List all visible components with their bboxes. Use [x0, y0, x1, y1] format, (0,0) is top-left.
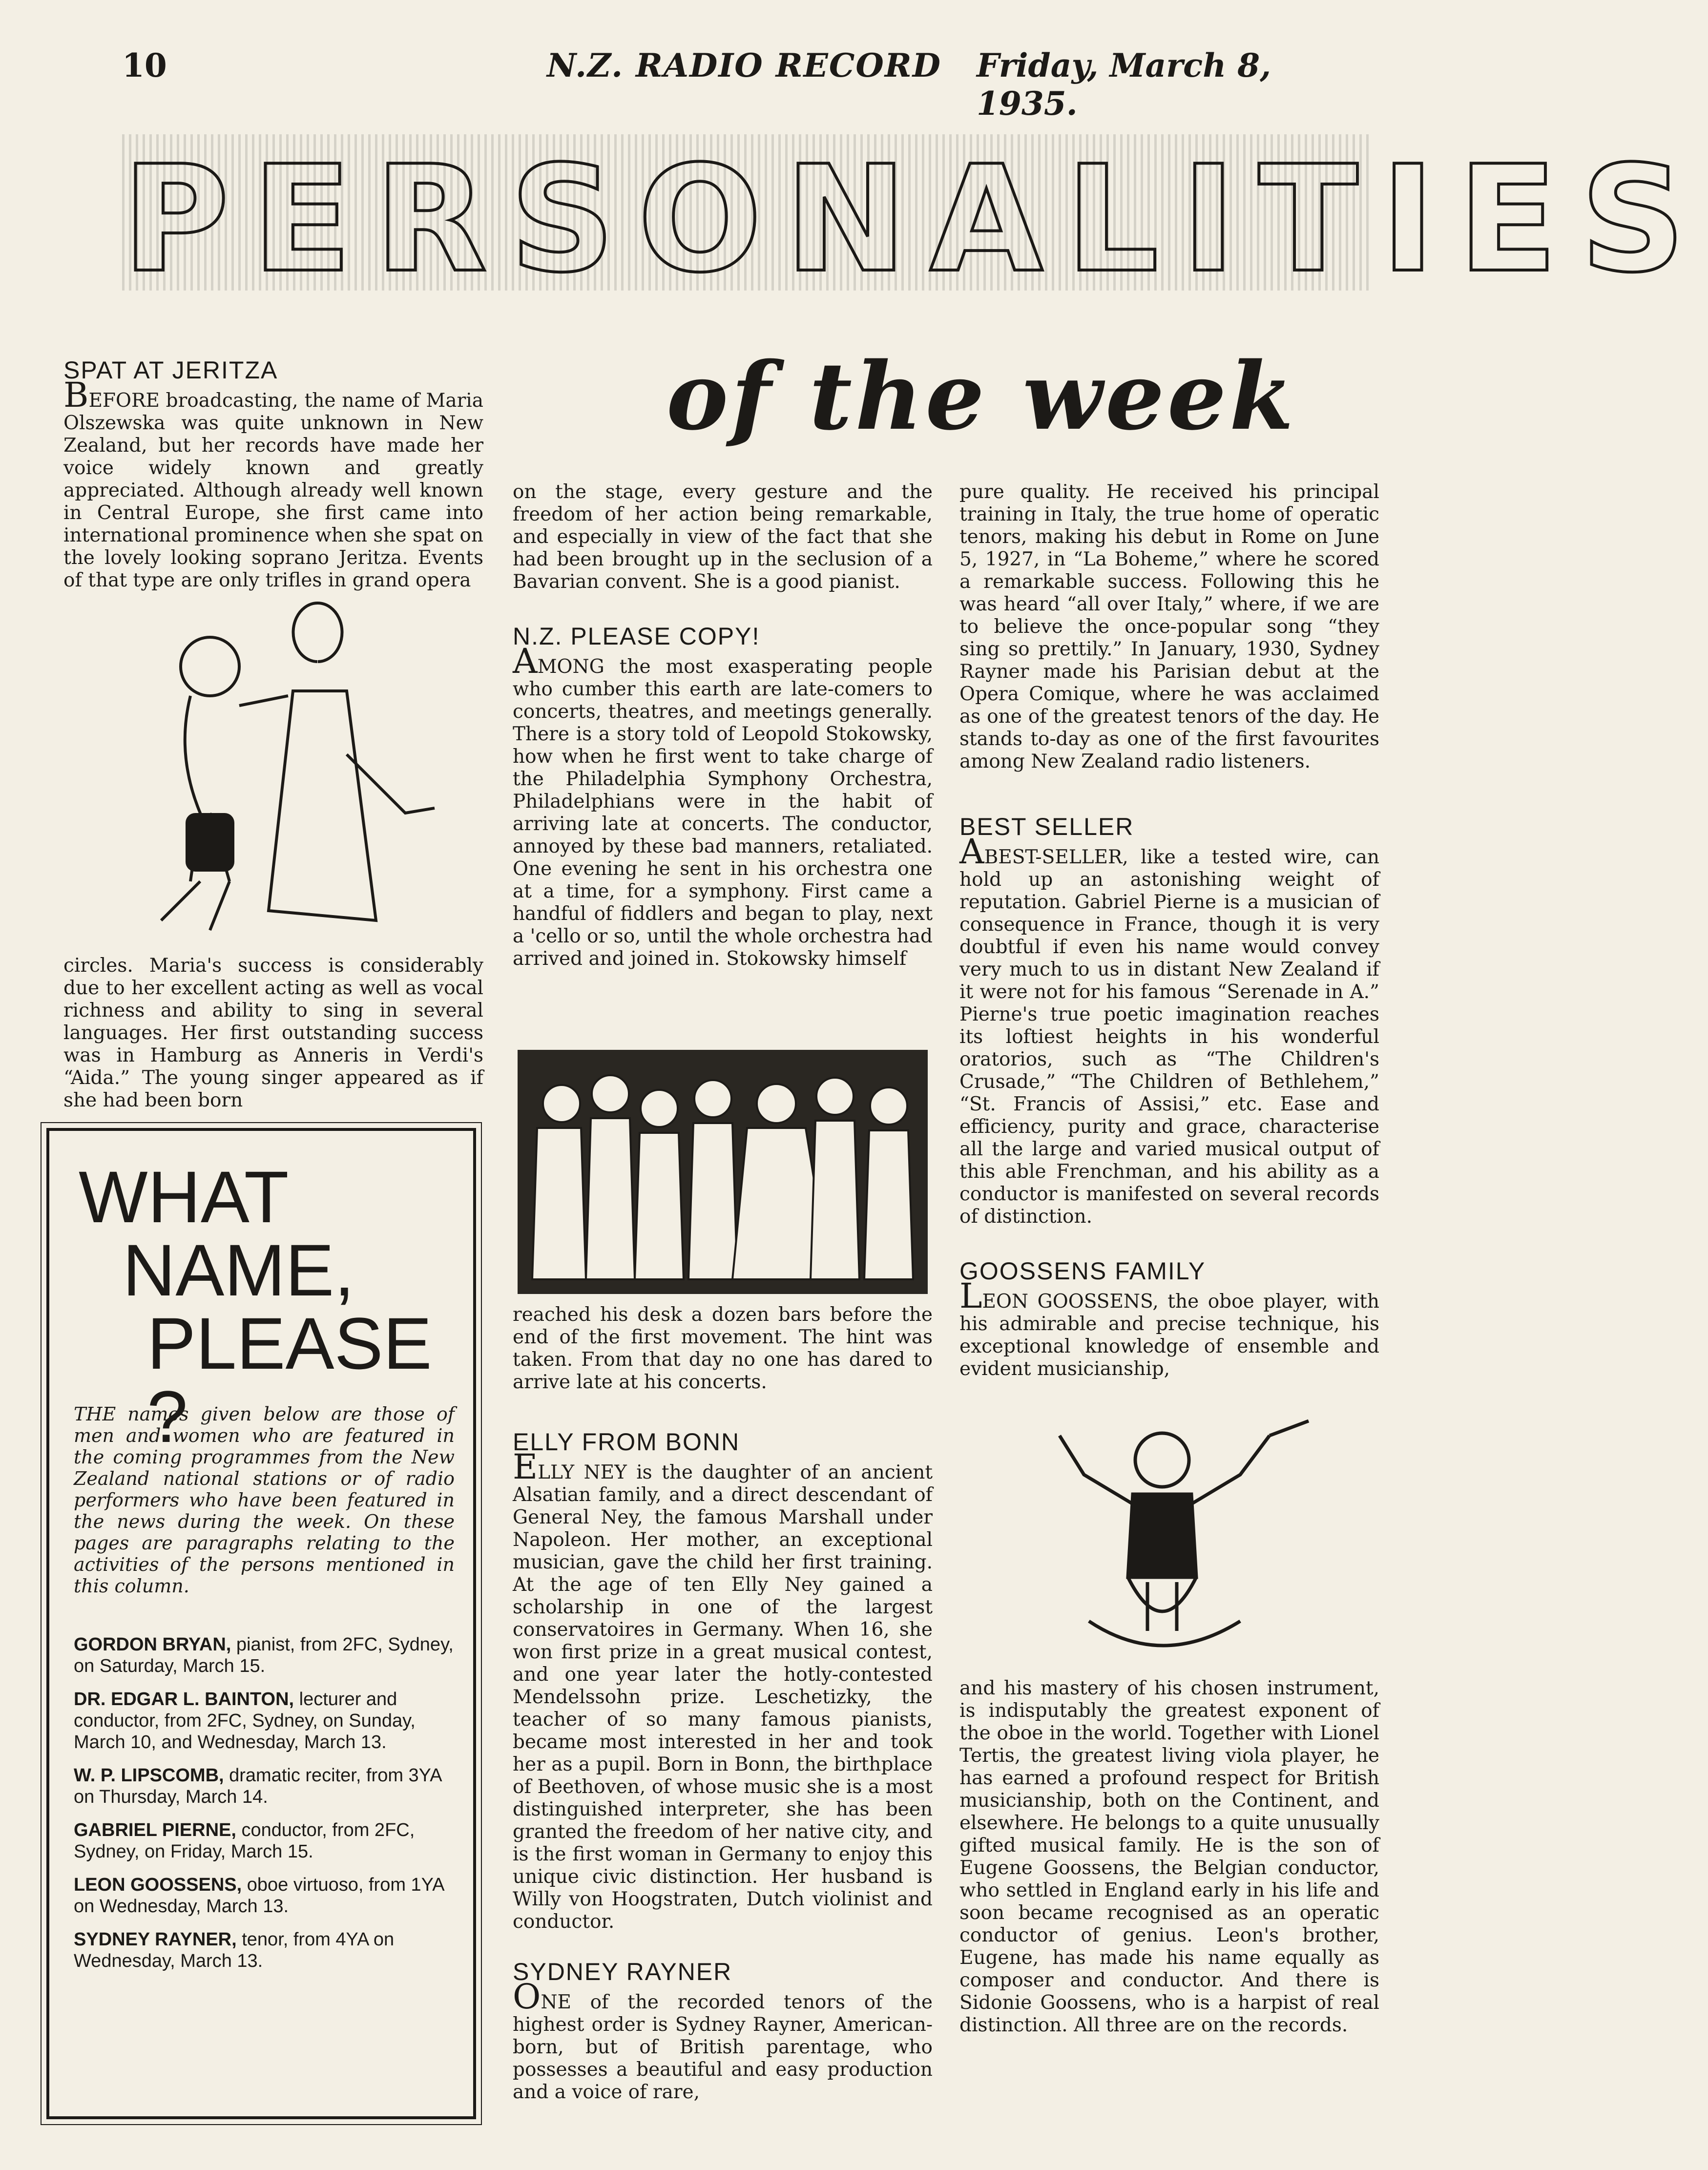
article-elly-from-bonn — [513, 1428, 933, 1933]
concert-audience-illustration — [518, 1050, 928, 1294]
article-heading: ELLY FROM BONN — [513, 1428, 740, 1456]
article-text: pure quality. He received his principal training in Italy, the true home of operatic tenors, making his debut in Rome on June 5, 1927, in “La Boheme,” where he scored a remarkable success. Following this he was heard “all over Italy,” where, if we are to believe the once-popular song “they sing so prettily.” In January, 1930, Sydney Rayner made his Parisian debut at the Opera Comique, where he was acclaimed as one of the greatest tenors of the day. He stands to-day as one of the first favourites among New Zealand radio listeners. — [959, 481, 1379, 772]
entry-name: DR. EDGAR L. BAINTON, — [74, 1689, 294, 1710]
article-spat-continued-col2 — [513, 481, 933, 593]
box-entry — [74, 1765, 455, 1808]
what-name-please-box — [46, 1128, 476, 2119]
article-spat — [63, 356, 483, 592]
entry-detail: conductor, from 2FC, Sydney, on Friday, March 15. — [74, 1820, 415, 1862]
article-heading: N.Z. PLEASE COPY! — [513, 623, 760, 650]
drop-cap: B — [63, 375, 89, 415]
masthead — [122, 134, 1708, 305]
article-spat-continued — [63, 955, 483, 1112]
article-text: EFORE broadcasting, the name of Maria Olszewska was quite unknown in New Zealand, but her records have made her voice widely known and greatly appreciated. Although already well known in Central Europe, she first came into international prominence when she spat on the lovely looking soprano Jeritza. Events of that type are only trifles in grand opera — [63, 390, 483, 591]
article-text: NE of the recorded tenors of the highest order is Sydney Rayner, American-born, but of British parentage, who possesses a beautiful and easy production and a voice of rare, — [513, 1991, 933, 2103]
page-header — [122, 46, 1372, 123]
drop-cap: E — [513, 1447, 538, 1487]
drop-cap: L — [959, 1276, 982, 1316]
entry-detail: pianist, from 2FC, Sydney, on Saturday, March 15. — [74, 1634, 454, 1676]
article-text: EON GOOSSENS, the oboe player, with his admirable and precise technique, his exceptional knowledge of ensemble and evident musicianship, — [959, 1291, 1379, 1380]
masthead-title: PERSONALITIES — [122, 134, 1708, 305]
entry-detail: lecturer and conductor, from 2FC, Sydney, on Sunday, March 10, and Wednesday, March 13. — [74, 1689, 416, 1753]
article-text: MONG the most exasperating people who cumber this earth are late-comers to concerts, theatres, and meetings generally. There is a story told of Leopold Stokowsky, how when he first went to take charge of the Philadelphia Symphony Orchestra, Philadelphians were in the habit of arriving late at concerts. The conductor, annoyed by these bad manners, retaliated. One evening he sent in his orchestra one at a time, for a symphony. First came a handful of fiddlers and began to play, next a 'cello or so, until the whole orchestra had arrived and joined in. Stokowsky himself — [513, 656, 933, 970]
article-text: reached his desk a dozen bars before the end of the first movement. The hint was taken. From that day no one has dared to arrive late at his concerts. — [513, 1304, 933, 1393]
box-entry — [74, 1929, 455, 1972]
article-best-seller — [959, 815, 1379, 1228]
article-heading: SYDNEY RAYNER — [513, 1958, 732, 1985]
page-number: 10 — [122, 46, 167, 84]
article-text: and his mastery of his chosen instrument, is indisputably the greatest exponent of the oboe in the world. Together with Lionel Tertis, the greatest living viola player, he has earned a profound respect for British musicianship, both on the Continent, and elsewhere. He belongs to a quite unusually gifted musical family. He is the son of Eugene Goossens, the Belgian conductor, who settled in England early in his life and soon became recognised as an operatic conductor of genius. Leon's brother, Eugene, has made his name equally as composer and conductor. And there is Sidonie Goossens, who is a harpist of real distinction. All three are on the records. — [959, 1677, 1379, 2036]
opera-singers-illustration — [63, 608, 483, 950]
article-text: BEST-SELLER, like a tested wire, can hold up an astonishing weight of reputation. Gabriel Pierne is a musician of consequence in France, though it is very doubtful if even his name would convey very much to us in distant New Zealand if it were not for his famous “Serenade in A.” Pierne's true poetic imagination reaches its loftiest heights in his wonderful oratorios, such as “The Children's Crusade,” “The Children of Bethlehem,” “St. Francis of Assisi,” etc. Ease and efficiency, purity and grace, characterise all the large and varied musical output of this able Frenchman, and his ability as a conductor is manifested on several records of distinction. — [959, 846, 1379, 1228]
masthead-subtitle: of the week — [666, 342, 1297, 451]
issue-date: Friday, March 8, 1935. — [977, 46, 1271, 123]
article-goossens-family — [959, 1257, 1379, 1380]
entry-name: GABRIEL PIERNE, — [74, 1820, 236, 1840]
article-heading: GOOSSENS FAMILY — [959, 1257, 1206, 1285]
article-heading: BEST SELLER — [959, 813, 1134, 840]
box-entry — [74, 1689, 455, 1753]
article-nz-please-copy-continued — [513, 1304, 933, 1394]
box-title-line: PLEASE ? — [147, 1302, 432, 1458]
drop-cap: O — [513, 1977, 541, 2017]
article-heading: SPAT AT JERITZA — [63, 356, 278, 384]
article-text: LLY NEY is the daughter of an ancient Alsatian family, and a direct descendant of General Ney, the famous Marshall under Napoleon. Her mother, an exceptional musician, gave the child her first training. At the age of ten Elly Ney gained a scholarship in one of the largest conservatoires in Germany. When 16, she won first prize in a great musical contest, and one year later the hotly-contested Mendelssohn prize. Leschetizky, the teacher of so many famous pianists, became most interested in her and took her as a pupil. Born in Bonn, the birthplace of Beethoven, of whose music she is a most distinguished interpreter, she has been granted the freedom of her native city, and is the first woman in Germany to enjoy this unique civic distinction. Her husband is Willy von Hoogstraten, Dutch violinist and conductor. — [513, 1461, 933, 1933]
box-title-line: WHAT — [79, 1156, 289, 1238]
article-goossens-family-continued — [959, 1677, 1379, 2037]
publication-name: N.Z. RADIO RECORD — [547, 46, 941, 84]
article-sydney-rayner-continued — [959, 481, 1379, 773]
entry-name: SYDNEY RAYNER, — [74, 1929, 237, 1950]
article-nz-please-copy — [513, 625, 933, 970]
drop-cap: A — [513, 641, 538, 681]
entry-name: W. P. LIPSCOMB, — [74, 1765, 224, 1786]
article-text: on the stage, every gesture and the freedom of her action being remarkable, and especially in view of the fact that she had been brought up in the seclusion of a Bavarian convent. She is a good pianist. — [513, 481, 933, 593]
entry-detail: oboe virtuoso, from 1YA on Wednesday, March 13. — [74, 1875, 444, 1917]
conductor-illustration — [1016, 1416, 1328, 1670]
entry-name: GORDON BRYAN, — [74, 1634, 231, 1655]
box-entry — [74, 1634, 455, 1677]
box-entry — [74, 1819, 455, 1862]
box-intro: THE names given below are those of men and women who are featured in the coming programmes from the New Zealand national stations or of radio performers who have been featured in the news during the week. On these pages are paragraphs relating to the activities of the persons mentioned in this column. — [74, 1403, 455, 1597]
box-entry — [74, 1874, 455, 1917]
article-sydney-rayner — [513, 1958, 933, 2104]
entry-name: LEON GOOSSENS, — [74, 1875, 242, 1895]
article-text: circles. Maria's success is considerably due to her excellent acting as well as vocal richness and ability to sing in several languages. Her first outstanding success was in Hamburg as Anneris in Verdi's “Aida.” The young singer appeared as if she had been born — [63, 955, 483, 1111]
box-entries — [74, 1634, 455, 1983]
entry-detail: dramatic reciter, from 3YA on Thursday, March 14. — [74, 1765, 441, 1807]
box-title-line: NAME, — [123, 1229, 355, 1311]
drop-cap: A — [959, 832, 984, 872]
entry-detail: tenor, from 4YA on Wednesday, March 13. — [74, 1929, 395, 1971]
